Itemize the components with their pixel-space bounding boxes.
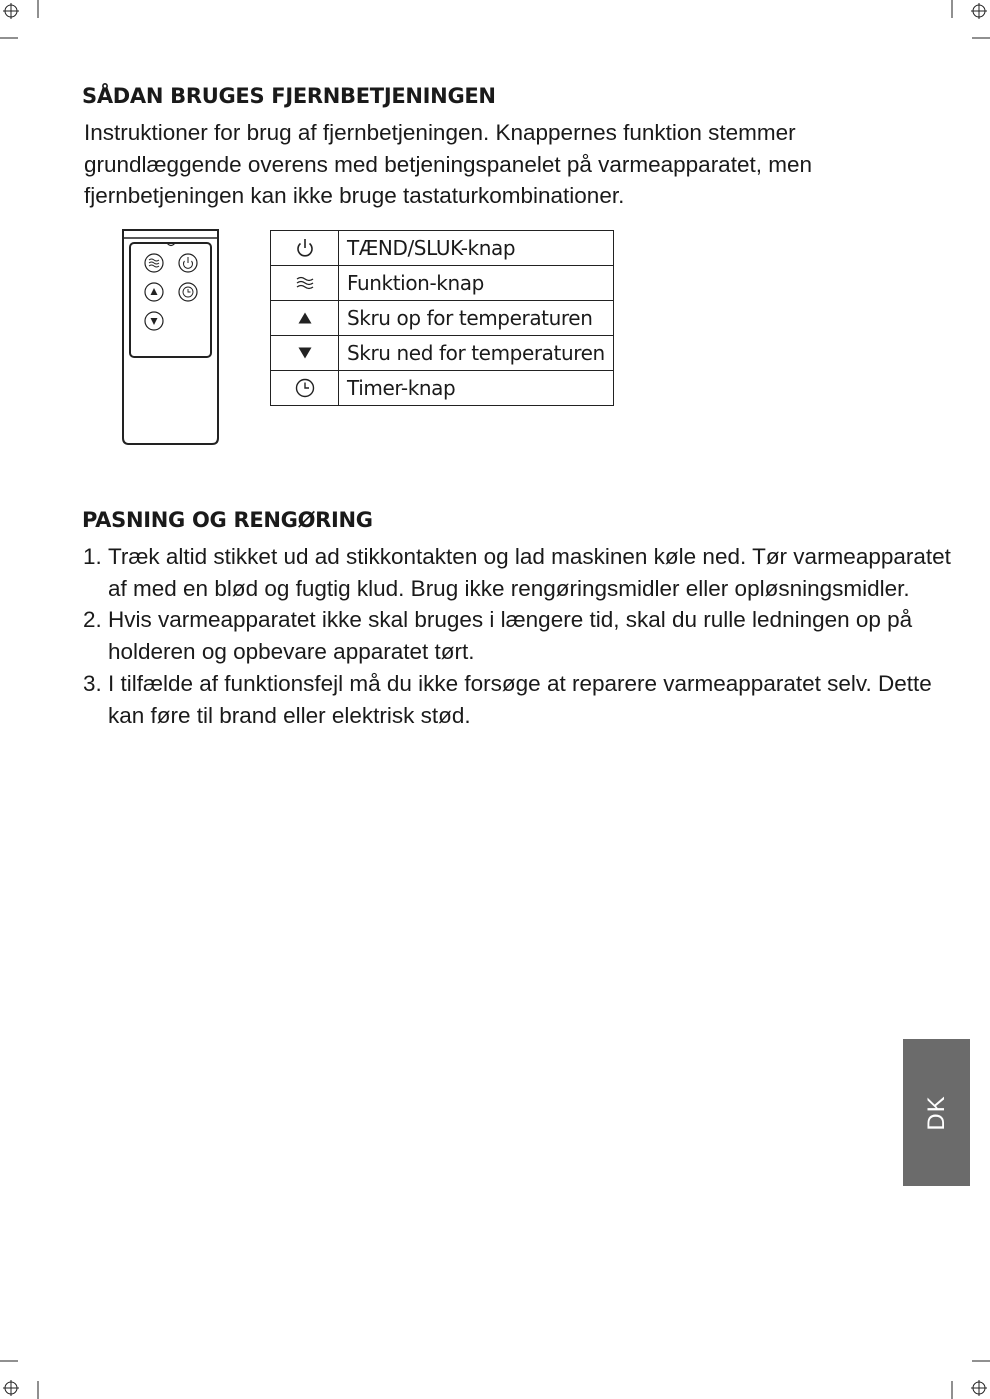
legend-label: TÆND/SLUK-knap xyxy=(339,231,614,266)
legend-row xyxy=(271,231,614,266)
list-item: 2. Hvis varmeapparatet ikke skal bruges i længere tid, skal du rulle ledningen op på holderen og opbevare apparatet tørt. xyxy=(108,604,958,667)
remote-section-heading: SÅDAN BRUGES FJERNBETJENINGEN xyxy=(82,84,496,108)
language-tab-label: DK xyxy=(922,1094,950,1131)
list-item: 1. Træk altid stikket ud ad stikkontakten og lad maskinen køle ned. Tør varmeapparatet af med en blød og fugtig klud. Brug ikke rengøringsmidler eller opløsningsmidler. xyxy=(108,541,958,604)
function-icon xyxy=(294,274,316,292)
legend-row xyxy=(271,266,614,301)
button-legend-table xyxy=(270,230,614,406)
care-instructions-list xyxy=(82,541,958,731)
legend-row xyxy=(271,336,614,371)
arrow-up-icon xyxy=(297,311,313,325)
legend-row xyxy=(271,371,614,406)
legend-label: Funktion-knap xyxy=(339,266,614,301)
legend-label: Timer-knap xyxy=(339,371,614,406)
list-item: 3. I tilfælde af funktionsfejl må du ikke forsøge at reparere varmeapparatet selv. Dette kan føre til brand eller elektrisk stød. xyxy=(108,668,958,731)
arrow-down-icon xyxy=(297,346,313,360)
timer-icon xyxy=(294,377,316,399)
legend-label: Skru ned for temperaturen xyxy=(339,336,614,371)
power-icon xyxy=(294,237,316,259)
language-tab xyxy=(903,1039,970,1186)
legend-label: Skru op for temperaturen xyxy=(339,301,614,336)
legend-row xyxy=(271,301,614,336)
remote-intro-text: Instruktioner for brug af fjernbetjeningen. Knappernes funktion stemmer grundlæggende overens med betjeningspanelet på varmeapparatet, men fjernbetjeningen kan ikke bruge tastaturkombinationer. xyxy=(84,120,812,208)
care-section-heading: PASNING OG RENGØRING xyxy=(82,508,373,532)
remote-control-illustration xyxy=(118,226,224,448)
